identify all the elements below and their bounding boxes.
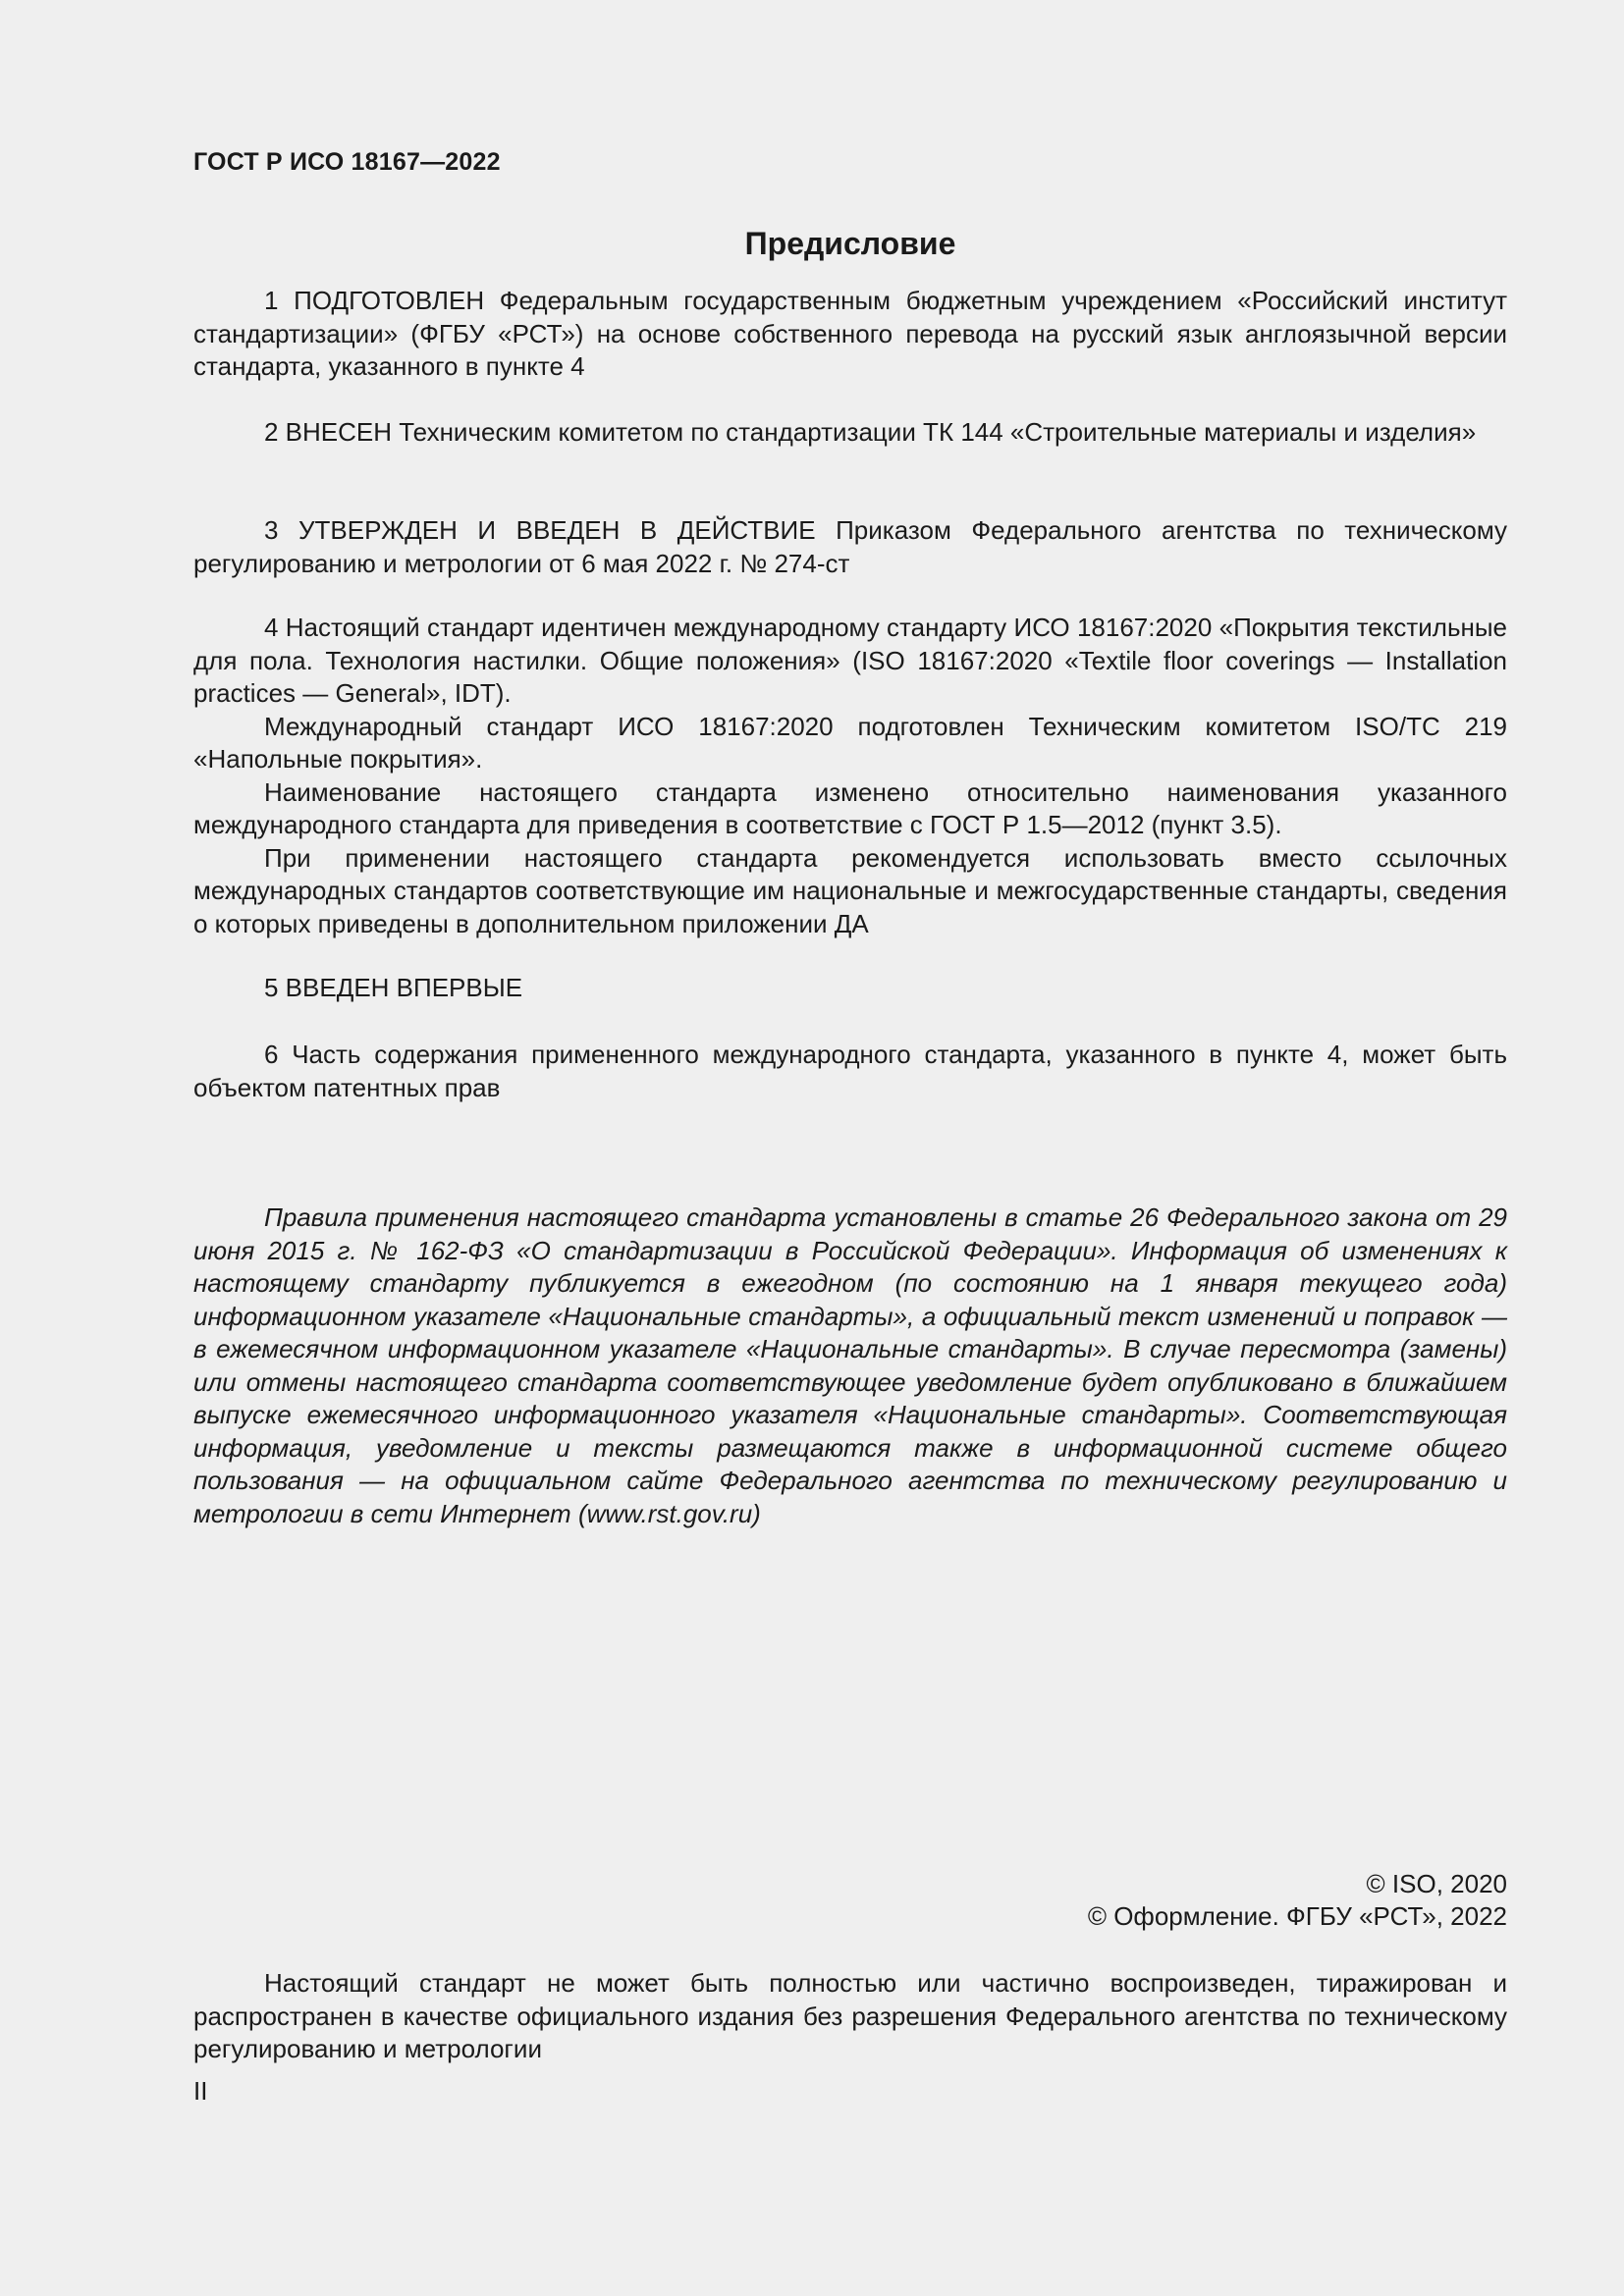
preface-paragraph: 5 ВВЕДЕН ВПЕРВЫЕ (264, 973, 523, 1002)
reproduction-notice-text: Настоящий стандарт не может быть полностью или частично воспроизведен, тиражирован и распространен в качестве официального издания без разрешения Федерального агентства по техническому регулированию и метрологии (193, 1968, 1507, 2063)
preface-paragraph: Международный стандарт ИСО 18167:2020 подготовлен Техническим комитетом ISO/TC 219 «Напольные покрытия». (193, 711, 1507, 774)
copyright-block (193, 1868, 1507, 1933)
preface-item-1 (193, 285, 1507, 384)
preface-paragraph: Наименование настоящего стандарта изменено относительно наименования указанного международного стандарта для приведения в соответствие с ГОСТ Р 1.5—2012 (пункт 3.5). (193, 776, 1507, 839)
preface-paragraph: При применении настоящего стандарта рекомендуется использовать вместо ссылочных международных стандартов соответствующие им национальные и межгосударственные стандарты, сведения о которых приведены в дополнительном приложении ДА (193, 842, 1507, 938)
rules-notice-text: Правила применения настоящего стандарта установлены в статье 26 Федерального закона от 29 июня 2015 г. № 162-ФЗ «О стандартизации в Российской Федерации». Информация об изменениях к настоящему стандарту публикуется в ежегодном (по состоянию на 1 января текущего года) информационном указателе «Национальные стандарты», а официальный текст изменений и поправок — в ежемесячном информационном указателе «Национальные стандарты». В случае пересмотра (замены) или отмены настоящего стандарта соответствующее уведомление будет опубликовано в ближайшем выпуске ежемесячного информационного указателя «Национальные стандарты». Соответствующая информация, уведомление и тексты размещаются также в информационной системе общего пользования — на официальном сайте Федерального агентства по техническому регулированию и метрологии в сети Интернет (www.rst.gov.ru) (193, 1202, 1507, 1528)
copyright-iso: © ISO, 2020 (1366, 1869, 1507, 1898)
rules-notice (193, 1201, 1507, 1530)
copyright-design: © Оформление. ФГБУ «РСТ», 2022 (1087, 1901, 1507, 1931)
preface-item-3 (193, 514, 1507, 580)
page-number: II (193, 2076, 208, 2106)
preface-item-2 (193, 416, 1507, 450)
preface-paragraph: 3 УТВЕРЖДЕН И ВВЕДЕН В ДЕЙСТВИЕ Приказом Федерального агентства по техническому регулированию и метрологии от 6 мая 2022 г. № 274-ст (193, 515, 1507, 578)
standard-code-header: ГОСТ Р ИСО 18167—2022 (193, 148, 501, 176)
preface-paragraph: 4 Настоящий стандарт идентичен международному стандарту ИСО 18167:2020 «Покрытия текстильные для пола. Технология настилки. Общие положения» (ISO 18167:2020 «Textile floor coverings — Installation practices — General», IDT). (193, 613, 1507, 708)
preface-paragraph: 2 ВНЕСЕН Техническим комитетом по стандартизации ТК 144 «Строительные материалы и изделия» (264, 417, 1477, 447)
reproduction-notice (193, 1967, 1507, 2066)
preface-item-5 (193, 972, 1507, 1005)
preface-item-4 (193, 612, 1507, 940)
preface-item-6 (193, 1039, 1507, 1104)
preface-paragraph: 6 Часть содержания примененного международного стандарта, указанного в пункте 4, может быть объектом патентных прав (193, 1040, 1507, 1102)
preface-paragraph: 1 ПОДГОТОВЛЕН Федеральным государственным бюджетным учреждением «Российский институт стандартизации» (ФГБУ «РСТ») на основе собственного перевода на русский язык англоязычной версии стандарта, указанного в пункте 4 (193, 286, 1507, 381)
preface-title: Предисловие (744, 226, 956, 261)
